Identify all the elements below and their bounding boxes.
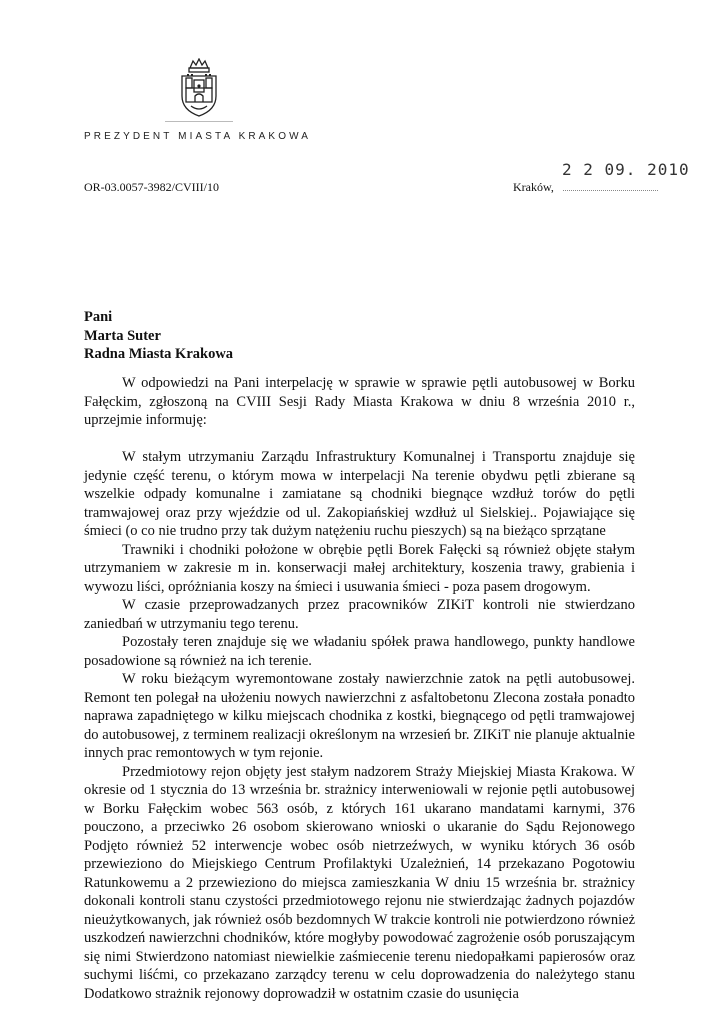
- paragraph: Pozostały teren znajduje się we władaniu spółek prawa handlowego, punkty handlowe posadowione są również na ich terenie.: [84, 634, 635, 669]
- recipient-block: [84, 308, 233, 364]
- paragraph: Przedmiotowy rejon objęty jest stałym nadzorem Straży Miejskiej Miasta Krakowa. W okresie od 1 stycznia do 13 września br. strażnicy interweniowali w rejonie pętli autobusowej w Borku Fałęckim wobec 563 osób, z których 161 ukarano mandatami karnymi, 376 pouczono, a przeciwko 26 osobom skierowano wnioski o ukaranie do Sądu Rejonowego Podjęto również 52 interwencje wobec osób nietrzeźwych, w wyniku których 36 osób przewieziono do Miejskiego Centrum Profilaktyki Uzależnień, 14 przekazano Pogotowiu Ratunkowemu a 2 przewieziono do miejsca zamieszkania W dniu 15 września br. strażnicy dokonali kontroli stanu czystości przedmiotowego rejonu nie stwierdzając żadnych pojazdów nieużytkowanych, jak również osób bezdomnych W trakcie kontroli nie potwierdzono również uszkodzeń nawierzchni chodników, które mogłyby powodować zagrożenie osób poruszającym się nimi Stwierdzono natomiast niewielkie zaśmiecenie terenu niedopałkami papierosów oraz suchymi liśćmi, co przekazano zarządcy terenu w celu doprowadzenia do należytego stanu Dodatkowo strażnik rejonowy doprowadził w ostatnim czasie do usunięcia: [84, 763, 635, 1002]
- paragraph: W roku bieżącym wyremontowane zostały nawierzchnie zatok na pętli autobusowej. Remont ten polegał na ułożeniu nowych nawierzchni z asfaltobetonu Zlecona została ponadto naprawa zapadniętego w kilku miejscach chodnika z kostki, biegnącego od pętli tramwajowej do autobusowej, z terminem realizacji określonym na wrzesień br. ZIKiT nie planuje aktualnie innych prac remontowych w tym rejonie.: [84, 671, 635, 761]
- paragraph: W stałym utrzymaniu Zarządu Infrastruktury Komunalnej i Transportu znajduje się jedynie część terenu, o którym mowa w interpelacji Na terenie obydwu pętli zbierane są wszelkie odpady komunalne i zamiatane są chodniki biegnące wzdłuż torów do pętli tramwajowej oraz przy wjeździe od ul. Zakopiańskiej wzdłuż ul Sielskiej.. Pojawiające się śmieci (o co nie trudno przy tak dużym natężeniu ruchu pieszych) są na bieżąco sprzątane: [84, 449, 635, 539]
- recipient-name: Marta Suter: [84, 327, 161, 344]
- recipient-salutation: Pani: [84, 309, 113, 325]
- crest-divider: [165, 121, 233, 122]
- recipient-title: Radna Miasta Krakowa: [84, 346, 234, 362]
- date-line: [563, 190, 658, 191]
- paragraph: Trawniki i chodniki położone w obrębie pętli Borek Fałęcki są również objęte stałym utrzymaniem w zakresie m in. konserwacji małej architektury, koszenia trawy, grabienia i wywozu liści, opróżniania koszy na śmieci i usuwania śmieci - poza pasem drogowym.: [84, 541, 635, 595]
- place-label: Kraków,: [513, 180, 554, 194]
- office-name: PREZYDENT MIASTA KRAKOWA: [84, 131, 312, 142]
- paragraph: W odpowiedzi na Pani interpelację w sprawie w sprawie pętli autobusowej w Borku Fałęckim, zgłoszoną na CVIII Sesji Rady Miasta Krakowa w dniu 8 września 2010 r., uprzejmie informuję:: [84, 375, 635, 428]
- paragraph: W czasie przeprowadzanych przez pracowników ZIKiT kontroli nie stwierdzano zaniedbań w utrzymaniu tego terenu.: [84, 597, 635, 632]
- city-crest-icon: [177, 58, 221, 118]
- reference-number: OR-03.0057-3982/CVIII/10: [84, 180, 219, 194]
- date-stamp: 2 2 09. 2010: [562, 160, 690, 179]
- letter-body: [84, 374, 635, 1003]
